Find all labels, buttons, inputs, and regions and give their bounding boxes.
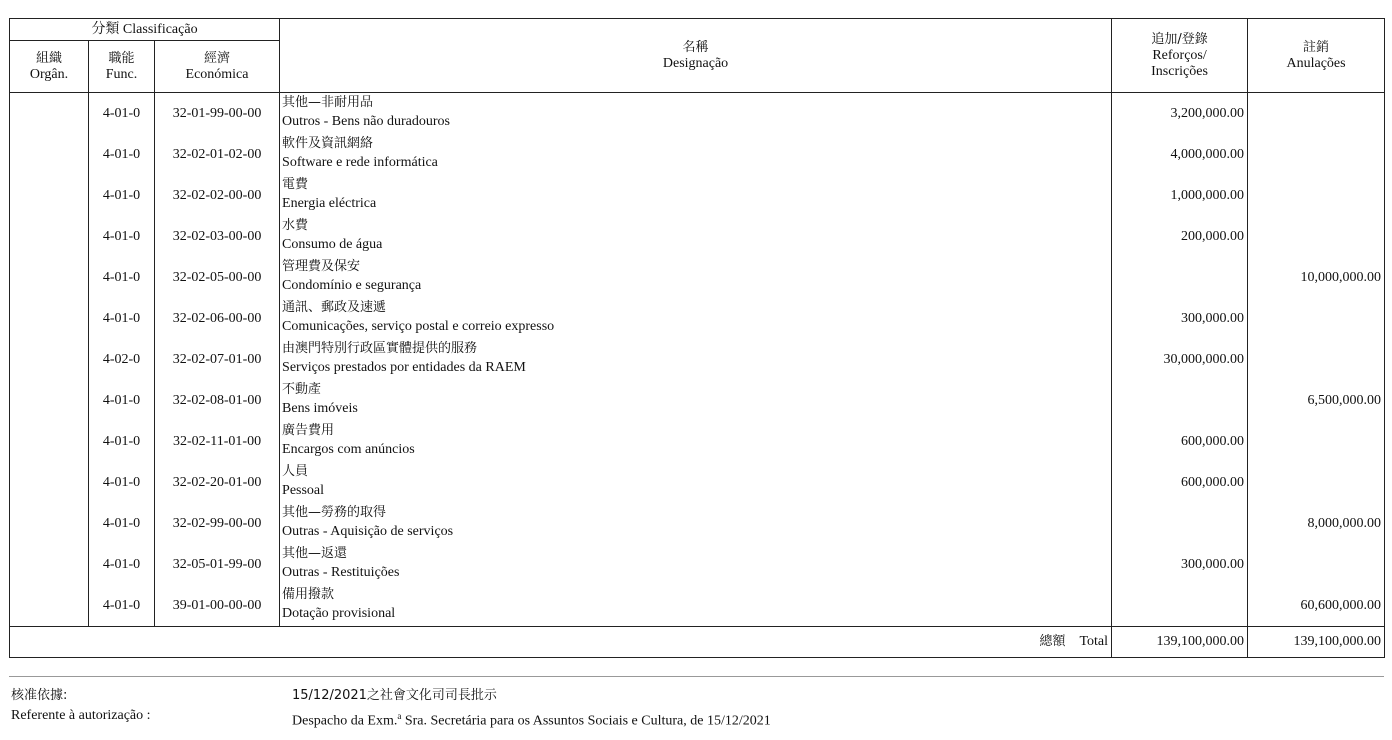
cell-reforco: 200,000.00 [1112,216,1248,257]
cell-func: 4-01-0 [89,257,155,298]
total-label-pt: Total [1079,634,1109,649]
header-reforcos-zh: 追加/登錄 [1151,31,1208,47]
total-reforcos: 139,100,000.00 [1112,627,1248,658]
header-designation [280,19,1112,93]
designation-pt: Pessoal [282,483,325,498]
cell-anulacao: 8,000,000.00 [1248,503,1385,544]
cell-func: 4-01-0 [89,503,155,544]
cell-anulacao [1248,175,1385,216]
table-row [10,544,1385,585]
cell-econ: 32-02-02-00-00 [155,175,280,216]
cell-reforco: 300,000.00 [1112,544,1248,585]
cell-econ: 32-02-01-02-00 [155,134,280,175]
cell-func: 4-01-0 [89,380,155,421]
cell-anulacao: 10,000,000.00 [1248,257,1385,298]
designation-pt: Energia eléctrica [282,196,377,211]
designation-pt: Software e rede informática [282,155,438,170]
header-reforcos [1112,19,1248,93]
table-row [10,585,1385,627]
designation-zh: 廣告費用 [282,423,335,438]
authorization-label [11,686,151,726]
cell-organ [10,175,89,216]
cell-econ: 32-02-07-01-00 [155,339,280,380]
cell-designation [280,93,1112,135]
cell-designation [280,462,1112,503]
table-row [10,339,1385,380]
cell-reforco: 30,000,000.00 [1112,339,1248,380]
cell-organ [10,134,89,175]
designation-zh: 由澳門特別行政區實體提供的服務 [282,341,478,356]
cell-reforco: 600,000.00 [1112,462,1248,503]
cell-reforco: 4,000,000.00 [1112,134,1248,175]
designation-pt: Dotação provisional [282,606,396,621]
cell-func: 4-01-0 [89,585,155,627]
cell-organ [10,503,89,544]
cell-func: 4-02-0 [89,339,155,380]
header-anulacoes-zh: 註銷 [1303,39,1330,55]
cell-reforco [1112,380,1248,421]
table-row [10,93,1385,135]
cell-reforco [1112,257,1248,298]
cell-econ: 32-02-11-01-00 [155,421,280,462]
authorization-label-pt: Referente à autorização : [11,708,151,723]
header-reforcos-pt2: Inscrições [1151,63,1208,79]
header-organ [10,41,89,93]
cell-designation [280,134,1112,175]
header-func [89,41,155,93]
header-reforcos-pt1: Reforços/ [1152,47,1207,63]
header-econ-pt: Económica [185,66,249,82]
table-row [10,134,1385,175]
cell-reforco: 3,200,000.00 [1112,93,1248,135]
cell-func: 4-01-0 [89,175,155,216]
total-label [10,627,1112,658]
cell-anulacao [1248,544,1385,585]
cell-designation [280,298,1112,339]
cell-designation [280,503,1112,544]
designation-zh: 人員 [282,464,309,479]
total-label-zh: 總額 [1039,634,1066,649]
cell-reforco: 1,000,000.00 [1112,175,1248,216]
cell-organ [10,339,89,380]
cell-anulacao [1248,421,1385,462]
cell-econ: 32-02-06-00-00 [155,298,280,339]
cell-organ [10,257,89,298]
authorization-value-pt-after: Sra. Secretária para os Assuntos Sociais e Cultura, de 15/12/2021 [401,713,771,729]
designation-zh: 其他—非耐用品 [282,95,374,110]
table-row [10,175,1385,216]
header-econ-zh: 經濟 [204,50,231,66]
designation-pt: Condomínio e segurança [282,278,422,293]
header-func-zh: 職能 [108,50,135,66]
footer-divider [9,676,1384,677]
table-row [10,298,1385,339]
budget-table-container [9,18,1384,658]
header-organ-pt: Orgân. [29,66,69,82]
cell-func: 4-01-0 [89,134,155,175]
designation-zh: 備用撥款 [282,587,335,602]
cell-anulacao [1248,339,1385,380]
cell-func: 4-01-0 [89,544,155,585]
cell-econ: 32-02-05-00-00 [155,257,280,298]
authorization-value-pt-before: Despacho da Exm. [292,713,398,729]
cell-designation [280,421,1112,462]
cell-anulacao: 6,500,000.00 [1248,380,1385,421]
designation-zh: 通訊、郵政及速遞 [282,300,387,315]
budget-table [9,18,1385,658]
header-econ [155,41,280,93]
designation-pt: Outras - Restituições [282,565,400,580]
cell-func: 4-01-0 [89,93,155,135]
table-body [10,93,1385,627]
cell-organ [10,93,89,135]
designation-zh: 電費 [282,177,309,192]
cell-reforco [1112,503,1248,544]
header-func-pt: Func. [105,66,138,82]
table-row [10,216,1385,257]
authorization-value-pt-sup: a [397,711,402,721]
designation-pt: Encargos com anúncios [282,442,415,457]
cell-func: 4-01-0 [89,216,155,257]
total-row [10,627,1385,658]
cell-designation [280,216,1112,257]
table-row [10,257,1385,298]
designation-zh: 軟件及資訊網絡 [282,136,374,151]
cell-organ [10,298,89,339]
cell-econ: 39-01-00-00-00 [155,585,280,627]
cell-anulacao [1248,93,1385,135]
authorization-label-zh: 核准依據: [11,688,68,703]
authorization-value [292,686,771,732]
header-anulacoes-pt: Anulações [1286,55,1346,71]
cell-organ [10,216,89,257]
cell-func: 4-01-0 [89,298,155,339]
authorization-footer [9,683,1384,733]
cell-designation [280,585,1112,627]
designation-zh: 其他—勞務的取得 [282,505,387,520]
cell-organ [10,421,89,462]
designation-zh: 水費 [282,218,309,233]
cell-anulacao [1248,216,1385,257]
designation-zh: 其他—返還 [282,546,348,561]
total-anulacoes: 139,100,000.00 [1248,627,1385,658]
designation-pt: Consumo de água [282,237,383,252]
cell-econ: 32-02-08-01-00 [155,380,280,421]
header-designation-pt: Designação [662,55,729,71]
designation-pt: Serviços prestados por entidades da RAEM [282,360,526,375]
cell-designation [280,175,1112,216]
cell-reforco: 300,000.00 [1112,298,1248,339]
cell-reforco: 600,000.00 [1112,421,1248,462]
header-classification: 分類 Classificação [10,19,280,41]
cell-econ: 32-05-01-99-00 [155,544,280,585]
cell-func: 4-01-0 [89,421,155,462]
cell-econ: 32-02-20-01-00 [155,462,280,503]
cell-organ [10,462,89,503]
table-row [10,503,1385,544]
authorization-value-pt [292,706,771,732]
cell-econ: 32-01-99-00-00 [155,93,280,135]
cell-anulacao [1248,298,1385,339]
cell-designation [280,380,1112,421]
table-row [10,462,1385,503]
designation-pt: Outros - Bens não duradouros [282,114,451,129]
cell-organ [10,544,89,585]
header-anulacoes [1248,19,1385,93]
table-row [10,421,1385,462]
cell-econ: 32-02-03-00-00 [155,216,280,257]
designation-zh: 不動產 [282,382,322,397]
cell-anulacao [1248,462,1385,503]
cell-func: 4-01-0 [89,462,155,503]
cell-econ: 32-02-99-00-00 [155,503,280,544]
header-designation-zh: 名稱 [682,39,709,55]
authorization-value-zh: 15/12/2021之社會文化司司長批示 [292,688,497,703]
header-organ-zh: 組織 [35,50,62,66]
designation-zh: 管理費及保安 [282,259,361,274]
cell-reforco [1112,585,1248,627]
cell-designation [280,544,1112,585]
designation-pt: Outras - Aquisição de serviços [282,524,454,539]
cell-organ [10,585,89,627]
designation-pt: Comunicações, serviço postal e correio expresso [282,319,555,334]
designation-pt: Bens imóveis [282,401,358,416]
cell-anulacao [1248,134,1385,175]
table-row [10,380,1385,421]
cell-anulacao: 60,600,000.00 [1248,585,1385,627]
cell-designation [280,339,1112,380]
cell-designation [280,257,1112,298]
cell-organ [10,380,89,421]
